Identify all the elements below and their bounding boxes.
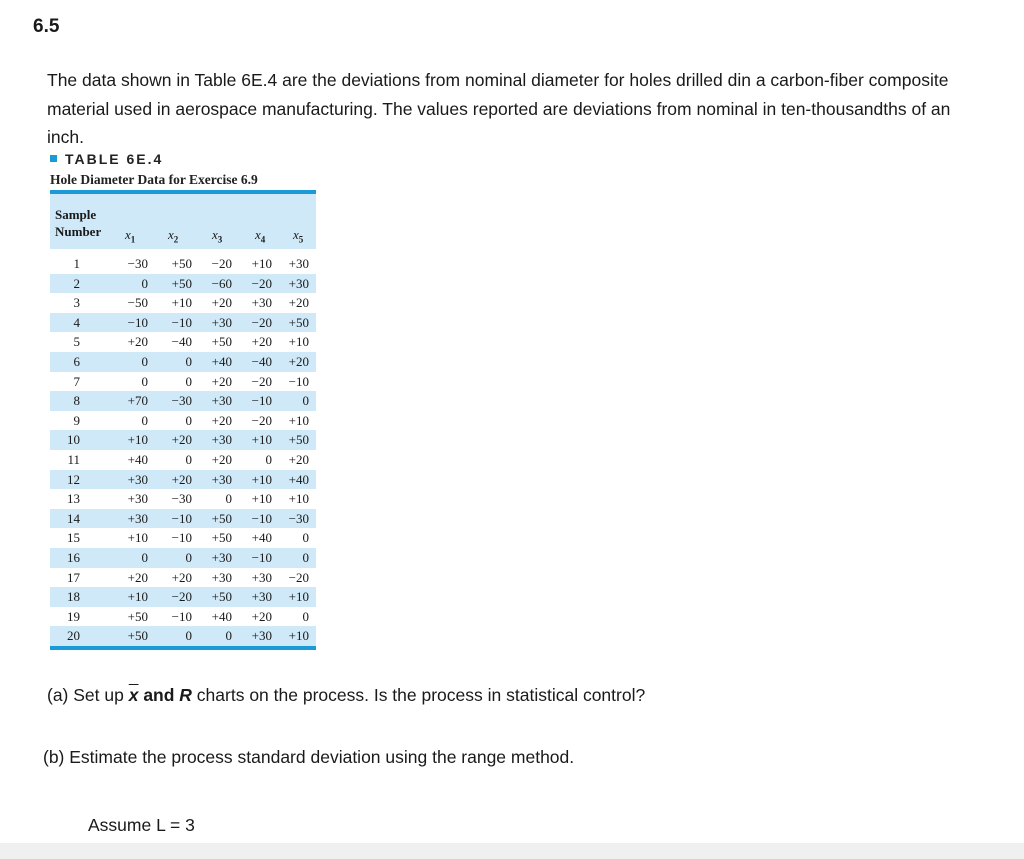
x4-cell: +10 [251,432,272,448]
x4-cell: −10 [251,510,272,526]
square-bullet-icon [50,155,57,162]
x3-cell: +50 [211,334,232,350]
table-caption: Hole Diameter Data for Exercise 6.9 [50,172,258,187]
sample-number-cell: 17 [67,569,80,585]
x1-cell: +30 [127,471,148,487]
x3-cell: +30 [211,549,232,565]
table-row [50,352,316,372]
x2-cell: 0 [185,549,192,565]
table-row [50,372,316,392]
sample-number-cell: 9 [73,412,80,428]
x1-cell: +20 [127,334,148,350]
x1-cell: +20 [127,569,148,585]
x5-cell: +30 [288,256,309,271]
header-x3: $x_3$ [212,227,223,245]
table-row [50,411,316,431]
x4-cell: +30 [251,589,272,605]
x2-cell: +20 [171,432,192,448]
x3-cell: +50 [211,510,232,526]
x4-cell: +20 [251,334,272,350]
x4-cell: +30 [251,295,272,311]
x1-cell: 0 [141,353,148,369]
table-row [50,450,316,470]
sample-number-cell: 11 [67,451,80,467]
x-bar-symbol: $\overline{x}$ [128,685,139,705]
x1-cell: +10 [127,589,148,605]
x1-cell: +10 [127,530,148,546]
x3-cell: +30 [211,471,232,487]
x4-cell: −10 [251,549,272,565]
x4-cell: −40 [251,353,272,369]
x2-cell: +20 [171,471,192,487]
sample-number-cell: 15 [67,530,80,546]
x1-cell: +40 [127,451,148,467]
x1-cell: +10 [127,432,148,448]
table-body [50,254,316,646]
x1-cell: +50 [127,628,148,644]
problem-description: The data shown in Table 6E.4 are the deviations from nominal diameter for holes drilled din a carbon-fiber composite material used in aerospace manufacturing. The values reported are deviations from nominal in ten-thousandths of an inch. [47,70,951,147]
sample-number-cell: 16 [67,549,80,565]
x1-cell: +50 [127,608,148,624]
sample-number-cell: 2 [73,275,80,291]
x5-cell: 0 [302,530,309,546]
table-bottom-rule [50,646,316,650]
x5-cell: +50 [288,314,309,330]
sample-number-cell: 18 [67,589,80,605]
x4-cell: 0 [265,451,272,467]
x3-cell: +50 [211,589,232,605]
x2-cell: 0 [185,412,192,428]
x1-cell: −10 [127,314,148,330]
x2-cell: −30 [171,491,192,507]
x3-cell: −60 [211,275,232,291]
header-sample-line1: Sample [55,207,97,222]
x2-cell: −20 [171,589,192,605]
x2-cell: +50 [171,275,192,291]
table-row [50,568,316,588]
table-tag-text: TABLE 6E.4 [65,151,164,167]
table-row [50,528,316,548]
header-sample-number [55,206,101,240]
sample-number-cell: 6 [73,353,80,369]
x5-cell: −20 [288,569,309,585]
table-row [50,313,316,333]
x5-cell: +20 [288,451,309,467]
x2-cell: 0 [185,451,192,467]
x2-cell: −40 [171,334,192,350]
sample-number-cell: 3 [73,295,80,311]
x4-cell: +20 [251,608,272,624]
table-row [50,470,316,490]
table-row [50,293,316,313]
x3-cell: +40 [211,608,232,624]
sample-number-cell: 8 [73,393,80,409]
x1-cell: −50 [127,295,148,311]
x3-cell: +30 [211,314,232,330]
table-row [50,391,316,411]
x5-cell: 0 [302,393,309,409]
table-row [50,548,316,568]
x3-cell: +20 [211,412,232,428]
x2-cell: +50 [171,256,192,271]
x5-cell: +10 [288,589,309,605]
x4-cell: −20 [251,314,272,330]
x1-cell: 0 [141,549,148,565]
x2-cell: 0 [185,373,192,389]
table-row [50,587,316,607]
sample-number-cell: 13 [67,491,80,507]
x5-cell: 0 [302,549,309,565]
x5-cell: −10 [288,373,309,389]
x4-cell: +10 [251,471,272,487]
x3-cell: +30 [211,393,232,409]
table-row [50,509,316,529]
x5-cell: +10 [288,628,309,644]
x3-cell: +20 [211,451,232,467]
x2-cell: −10 [171,530,192,546]
x2-cell: −30 [171,393,192,409]
table-label [50,151,163,167]
x3-cell: +50 [211,530,232,546]
x2-cell: −10 [171,314,192,330]
x4-cell: −20 [251,275,272,291]
x2-cell: 0 [185,353,192,369]
header-sample-line2: Number [55,224,102,239]
x1-cell: 0 [141,373,148,389]
problem-number: 6.5 [33,16,60,37]
x5-cell: +20 [288,353,309,369]
x3-cell: +40 [211,353,232,369]
table-header [50,194,316,249]
header-x5: $x_5$ [293,227,304,245]
sample-number-cell: 1 [73,256,80,271]
x5-cell: +40 [288,471,309,487]
r-symbol: R [179,685,192,705]
sample-number-cell: 12 [67,471,80,487]
header-x1: $x_1$ [125,227,136,245]
x1-cell: 0 [141,275,148,291]
x1-cell: 0 [141,412,148,428]
x2-cell: +10 [171,295,192,311]
table-row [50,430,316,450]
table-row [50,489,316,509]
x5-cell: +50 [288,432,309,448]
x5-cell: +30 [288,275,309,291]
x3-cell: +30 [211,432,232,448]
x3-cell: +20 [211,373,232,389]
x1-cell: +70 [127,393,148,409]
x4-cell: +30 [251,569,272,585]
table-row [50,607,316,627]
x2-cell: −10 [171,510,192,526]
sample-number-cell: 14 [67,510,80,526]
question-a: (a) Set up $\overline{x}$ and R charts on the process. Is the process in statistical control? [47,685,646,705]
page-bottom-bar [0,843,1024,859]
x5-cell: 0 [302,608,309,624]
x4-cell: +10 [251,256,272,271]
sample-number-cell: 5 [73,334,80,350]
x4-cell: +10 [251,491,272,507]
header-x4: $x_4$ [255,227,266,245]
x1-cell: +30 [127,510,148,526]
sample-number-cell: 4 [73,314,80,330]
x4-cell: +30 [251,628,272,644]
x5-cell: +10 [288,491,309,507]
x2-cell: 0 [185,628,192,644]
x1-cell: +30 [127,491,148,507]
x3-cell: 0 [225,628,232,644]
x1-cell: −30 [127,256,148,271]
x2-cell: −10 [171,608,192,624]
x3-cell: +30 [211,569,232,585]
table-row [50,274,316,294]
assumption-note: Assume L = 3 [88,815,195,835]
x3-cell: −20 [211,256,232,271]
x5-cell: +10 [288,334,309,350]
x4-cell: +40 [251,530,272,546]
sample-number-cell: 20 [67,628,80,644]
x3-cell: +20 [211,295,232,311]
x5-cell: +20 [288,295,309,311]
table-row [50,626,316,646]
sample-number-cell: 10 [67,432,80,448]
x4-cell: −20 [251,412,272,428]
sample-number-cell: 7 [73,373,80,389]
x5-cell: −30 [288,510,309,526]
sample-number-cell: 19 [67,608,80,624]
table-row [50,254,316,274]
header-x2: $x_2$ [168,227,179,245]
x3-cell: 0 [225,491,232,507]
table-row [50,332,316,352]
x4-cell: −10 [251,393,272,409]
question-b: (b) Estimate the process standard deviation using the range method. [43,747,575,767]
x2-cell: +20 [171,569,192,585]
x4-cell: −20 [251,373,272,389]
x5-cell: +10 [288,412,309,428]
